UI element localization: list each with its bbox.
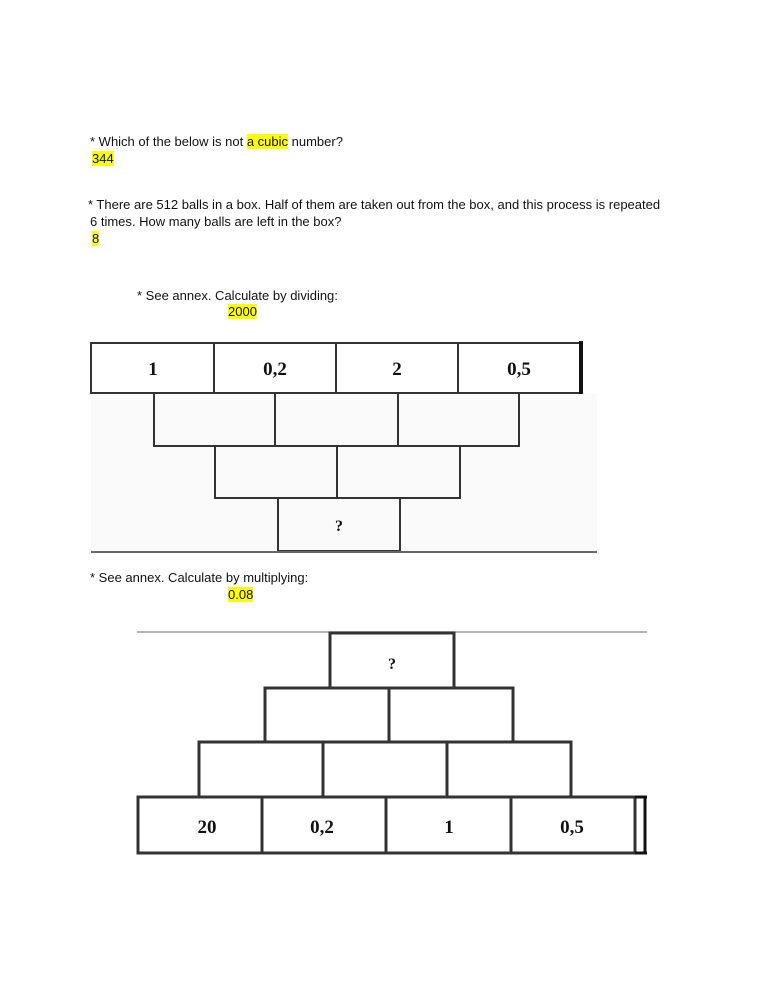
answer-3: 2000 <box>228 304 257 319</box>
figure-2-unknown: ? <box>388 656 396 673</box>
figure-2-value: 1 <box>444 817 454 838</box>
figure-1-value: 0,2 <box>263 359 287 380</box>
question-4: * See annex. Calculate by multiplying: <box>90 570 309 585</box>
question-2-line1: * There are 512 balls in a box. Half of them are taken out from the box, and this process is repeated <box>88 197 661 212</box>
figure-2-cell <box>447 742 571 797</box>
figure-2-cell <box>389 688 513 742</box>
answer-1: 344 <box>92 151 114 166</box>
figure-2-value: 0,5 <box>560 817 584 838</box>
figure-1-value: 1 <box>148 359 158 380</box>
figure-1-unknown: ? <box>335 518 343 535</box>
question-1-suffix: number? <box>288 134 343 149</box>
figure-2-value: 0,2 <box>310 817 334 838</box>
question-3: * See annex. Calculate by dividing: <box>137 288 338 303</box>
figure-1-pyramid <box>91 341 597 552</box>
figure-2-value: 20 <box>197 817 217 838</box>
figure-1-value: 2 <box>392 359 402 380</box>
question-2-line2: 6 times. How many balls are left in the box? <box>90 214 342 229</box>
question-1-highlight: a cubic <box>246 134 289 149</box>
figure-2-pyramid <box>137 632 647 854</box>
answer-2: 8 <box>92 231 100 246</box>
question-1-prefix: * Which of the below is not <box>90 134 247 149</box>
figure-1-background <box>91 393 597 551</box>
figure-1-value: 0,5 <box>507 359 531 380</box>
figure-2-cell <box>265 688 389 742</box>
answer-4: 0.08 <box>228 587 254 602</box>
figure-2-cell <box>323 742 447 797</box>
figure-2-cell <box>199 742 323 797</box>
